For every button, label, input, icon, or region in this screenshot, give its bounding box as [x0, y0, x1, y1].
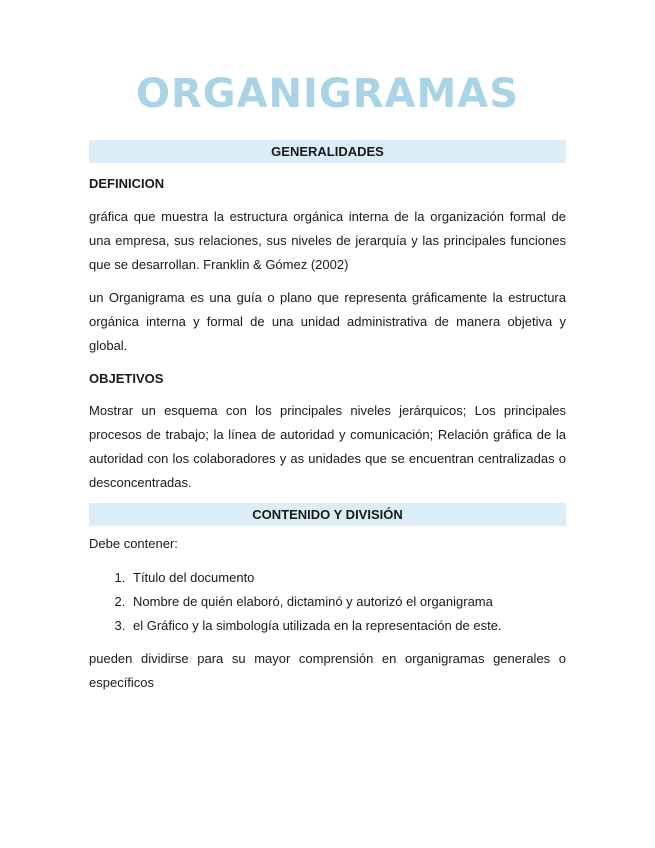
heading-definicion: DEFINICION [89, 176, 165, 191]
list-item: 1. Título del documento [129, 566, 566, 590]
contenido-list [89, 566, 566, 638]
section-header-generalidades: GENERALIDADES [89, 140, 566, 163]
document-title: ORGANIGRAMAS [135, 71, 520, 117]
list-item: 2. Nombre de quién elaboró, dictaminó y autorizó el organigrama [129, 590, 566, 614]
paragraph-debe-contener: Debe contener: [89, 536, 178, 551]
document-body [89, 140, 566, 695]
paragraph-definicion-2: un Organigrama es una guía o plano que representa gráficamente la estructura orgánica interna y formal de una unidad administrativa de manera objetiva y global. [89, 290, 566, 353]
paragraph-dividirse: pueden dividirse para su mayor comprensión en organigramas generales o específicos [89, 651, 566, 690]
list-item: 3. el Gráfico y la simbología utilizada en la representación de este. [129, 614, 566, 638]
section-header-contenido: CONTENIDO Y DIVISIÓN [89, 503, 566, 526]
heading-objetivos: OBJETIVOS [89, 371, 164, 386]
paragraph-objetivos: Mostrar un esquema con los principales niveles jerárquicos; Los principales procesos de trabajo; la línea de autoridad y comunicación; Relación gráfica de la autoridad con los colaboradores y as unidades que se encuentran centralizadas o desconcentradas. [89, 403, 566, 490]
paragraph-definicion-1: gráfica que muestra la estructura orgánica interna de la organización formal de una empresa, sus relaciones, sus niveles de jerarquía y las principales funciones que se desarrollan. Franklin & Gómez (2002) [89, 209, 566, 272]
